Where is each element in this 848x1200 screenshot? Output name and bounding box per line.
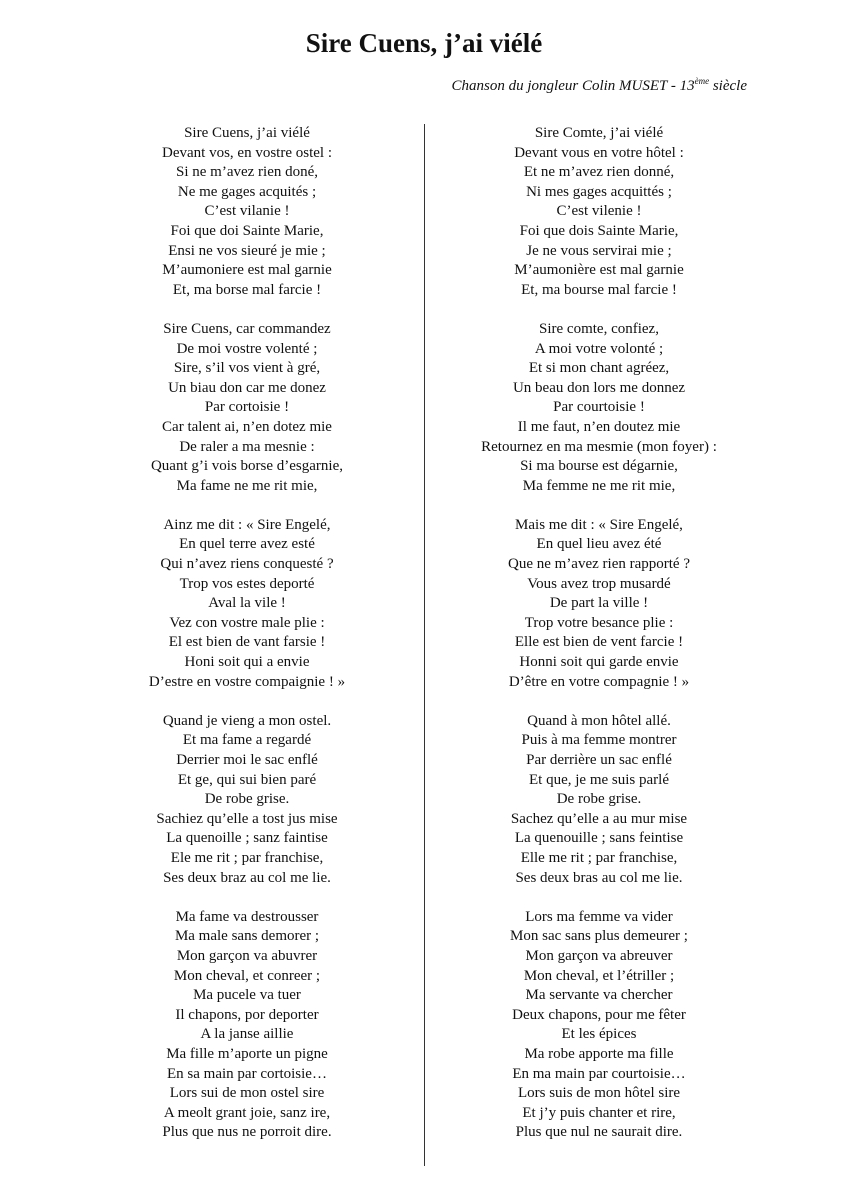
verse-line: Sire comte, confiez, [539,320,659,337]
verse-line: La quenouille ; sans feintise [514,830,684,847]
stanza [82,712,412,888]
stanza [434,908,764,1143]
verse-line: De moi vostre volenté ; [176,340,318,357]
verse-line: La quenoille ; sanz faintise [166,830,328,847]
verse-line: Ele me rit ; par franchise, [170,849,324,866]
verse-line: De raler a ma mesnie : [179,438,315,455]
verse-line: Vez con vostre male plie : [169,614,325,631]
verse-line: Ne me gages acquités ; [177,183,317,200]
verse-line: Mon garçon va abreuver [525,947,673,964]
verse-line: Puis à ma femme montrer [521,732,677,749]
verse-line: Par cortoisie ! [204,399,290,416]
verse-line: Et ne m’avez rien donné, [523,164,675,181]
verse-line: A moi votre volonté ; [534,340,664,357]
verse-line: A la janse aillie [200,1026,294,1043]
verse-line: Lors suis de mon hôtel sire [517,1085,681,1102]
verse-line: Elle me rit ; par franchise, [520,849,678,866]
subtitle-text: Chanson du jongleur Colin MUSET - 13 [451,78,695,94]
stanza [82,320,412,496]
verse-line: A meolt grant joie, sanz ire, [163,1104,331,1121]
verse-line: Ma fille m’aporte un pigne [166,1045,328,1062]
verse-line: Sire Comte, j’ai viélé [534,125,664,141]
verse-line: El est bien de vant farsie ! [168,634,326,651]
verse-line: Mon cheval, et l’étriller ; [523,967,675,984]
stanza [434,124,764,300]
verse-line: C’est vilenie ! [556,203,642,220]
verse-line: D’estre en vostre compaignie ! » [148,673,346,690]
verse-line: Si ne m’avez rien doné, [175,164,319,181]
verse-line: D’être en votre compagnie ! » [508,673,690,690]
verse-line: Lors sui de mon ostel sire [169,1085,325,1102]
verse-line: Ma femme ne me rit mie, [522,477,676,494]
verse-line: Ses deux braz au col me lie. [163,869,331,886]
verse-line: Un biau don car me donez [168,379,326,396]
verse-line: Par courtoisie ! [553,399,645,416]
verse-line: En sa main par cortoisie… [167,1065,327,1082]
verse-line: Mon sac sans plus demeurer ; [510,928,688,945]
verse-line: Ainz me dit : « Sire Engelé, [163,516,331,533]
column-divider [424,124,425,1166]
verse-line: Quand à mon hôtel allé. [527,712,671,729]
verse-line: Car talent ai, n’en dotez mie [162,418,332,435]
verse-line: Ma fame va destrousser [175,908,319,925]
translation-column [434,124,764,1162]
stanza [434,320,764,496]
verse-line: Deux chapons, pour me fêter [512,1006,686,1023]
page-title: Sire Cuens, j’ai viélé [305,28,543,58]
verse-line: Devant vos, en vostre ostel : [162,144,332,161]
verse-line: Trop votre besance plie : [524,614,674,631]
verse-line: Qui n’avez riens conquesté ? [160,556,334,573]
verse-line: Il me faut, n’en doutez mie [517,418,681,435]
verse-line: Ma fame ne me rit mie, [176,477,318,494]
verse-line: Foi que dois Sainte Marie, [519,222,679,239]
verse-line: De part la ville ! [549,595,649,612]
verse-line: Sire Cuens, car commandez [163,320,331,337]
verse-line: Et, ma bourse mal farcie ! [521,281,677,298]
verse-line: Un beau don lors me donnez [512,379,686,396]
verse-line: Sire Cuens, j’ai viélé [184,125,310,141]
verse-line: Et que, je me suis parlé [529,771,669,788]
verse-line: Lors ma femme va vider [525,908,673,925]
verse-line: Ma servante va chercher [525,987,673,1004]
verse-line: Ni mes gages acquittés ; [526,183,672,200]
subtitle-superscript: ème [694,76,710,86]
original-text-column [82,124,412,1162]
subtitle-text-end: siècle [709,78,747,94]
verse-line: Et si mon chant agréez, [528,360,670,377]
verse-line: Ma pucele va tuer [193,987,301,1004]
verse-line: Il chapons, por deporter [175,1006,319,1023]
page-subtitle [452,76,747,96]
verse-line: Que ne m’avez rien rapporté ? [508,556,690,573]
verse-line: Ensi ne vos sieuré je mie ; [168,242,326,259]
verse-line: Et les épices [561,1026,637,1043]
verse-line: Et ma fame a regardé [182,732,312,749]
verse-line: Quant g’i vois borse d’esgarnie, [150,458,344,475]
verse-line: Sachiez qu’elle a tost jus mise [156,810,338,827]
verse-line: M’aumonière est mal garnie [514,262,684,279]
verse-line: Je ne vous servirai mie ; [526,242,672,259]
verse-line: De robe grise. [556,791,642,808]
verse-line: En ma main par courtoisie… [512,1065,686,1082]
verse-line: Et j’y puis chanter et rire, [522,1104,676,1121]
stanza [434,516,764,692]
verse-line: Retournez en ma mesmie (mon foyer) : [481,438,717,455]
verse-line: Si ma bourse est dégarnie, [520,458,678,475]
verse-line: Quand je vieng a mon ostel. [162,712,332,729]
verse-line: Honi soit qui a envie [184,654,310,671]
verse-line: Ma robe apporte ma fille [524,1045,674,1062]
verse-line: Mon cheval, et conreer ; [173,967,321,984]
verse-line: En quel terre avez esté [179,536,315,553]
verse-line: Trop vos estes deporté [179,575,315,592]
verse-line: Sire, s’il vos vient à gré, [173,360,321,377]
verse-line: Mon garçon va abuvrer [176,947,318,964]
stanza [82,908,412,1143]
verse-line: Et, ma borse mal farcie ! [172,281,322,298]
verse-line: Derrier moi le sac enflé [176,752,318,768]
verse-line: Elle est bien de vent farcie ! [514,634,684,651]
verse-line: De robe grise. [204,791,290,808]
verse-line: Mais me dit : « Sire Engelé, [515,516,683,533]
verse-line: Devant vous en votre hôtel : [514,144,684,161]
verse-line: Vous avez trop musardé [527,575,671,592]
verse-line: En quel lieu avez été [536,536,662,553]
stanza [82,124,412,300]
verse-line: Aval la vile ! [208,595,286,612]
verse-line: Honni soit qui garde envie [519,654,679,671]
verse-line: Foi que doi Sainte Marie, [170,222,324,239]
stanza [82,516,412,692]
verse-line: Ses deux bras au col me lie. [515,869,683,886]
verse-line: C’est vilanie ! [204,203,290,220]
verse-line: Sachez qu’elle a au mur mise [510,810,688,827]
stanza [434,712,764,888]
verse-line: Par derrière un sac enflé [526,752,672,768]
verse-line: Ma male sans demorer ; [174,928,320,945]
verse-line: Plus que nus ne porroit dire. [162,1124,332,1141]
verse-line: Plus que nul ne saurait dire. [515,1124,683,1141]
verse-line: M’aumoniere est mal garnie [162,262,332,279]
verse-line: Et ge, qui sui bien paré [177,771,317,788]
